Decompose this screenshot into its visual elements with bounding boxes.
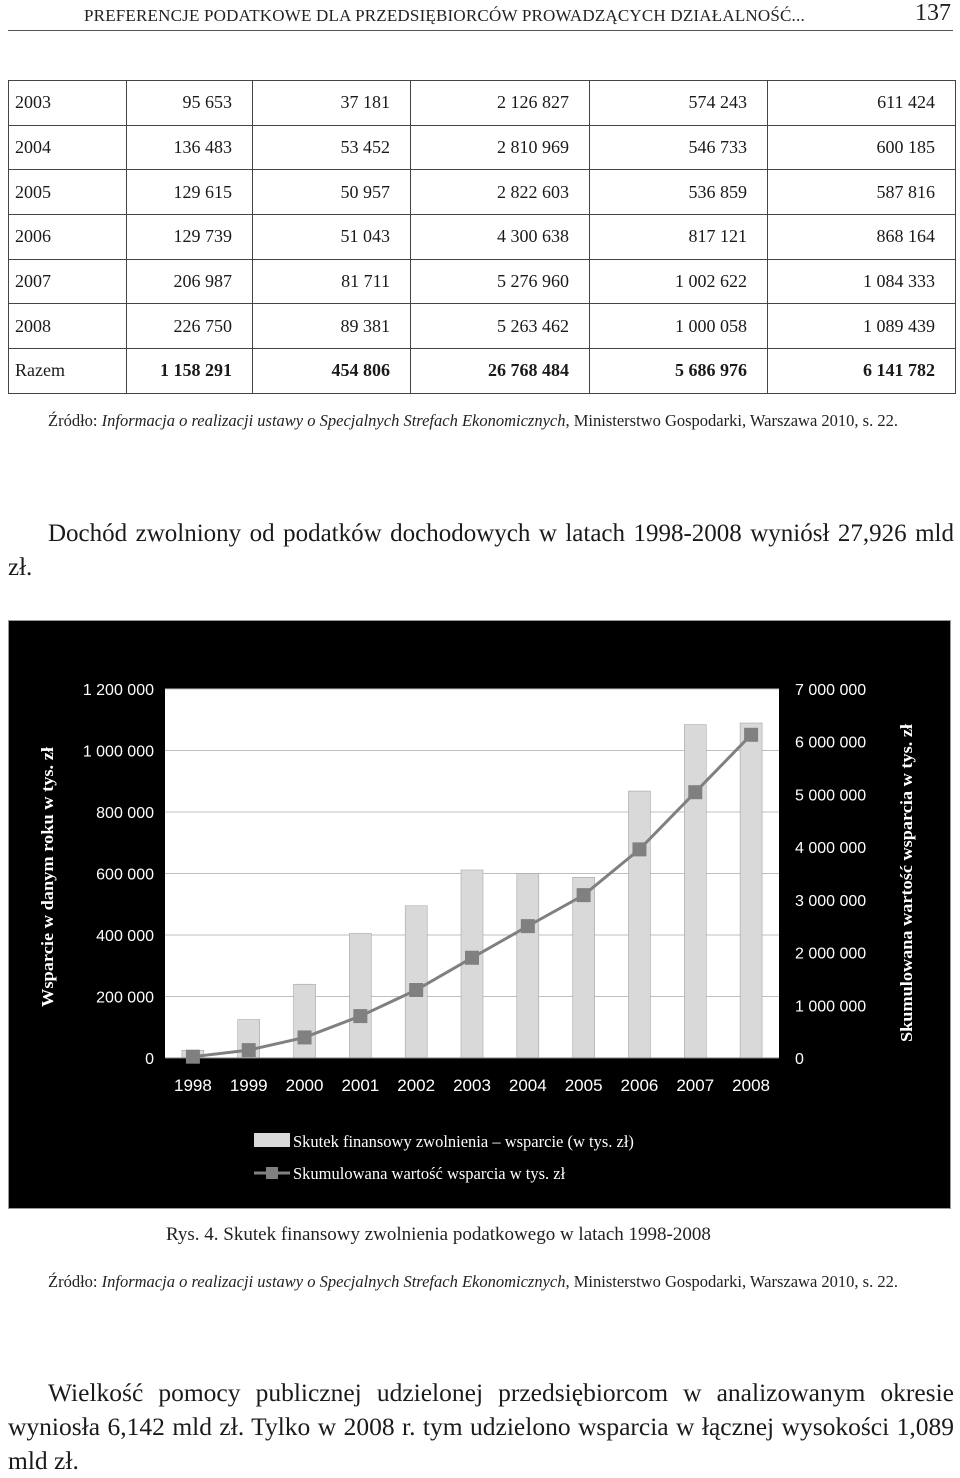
value-cell: 129 615 — [127, 170, 253, 215]
y-left-tick-label: 200 000 — [96, 989, 154, 1007]
y-right-tick-label: 0 — [795, 1051, 804, 1068]
bar — [294, 984, 316, 1058]
legend-marker-sample — [266, 1167, 278, 1179]
value-cell: 1 002 622 — [590, 259, 768, 304]
line-marker — [242, 1043, 256, 1057]
y-right-tick-label: 5 000 000 — [795, 787, 867, 805]
value-cell: 206 987 — [127, 259, 253, 304]
value-cell: 81 711 — [253, 259, 411, 304]
chart-svg — [9, 621, 950, 1208]
value-cell: 536 859 — [590, 170, 768, 215]
year-cell: 2005 — [9, 170, 127, 215]
line-marker — [688, 785, 702, 799]
y-left-axis-title: Wsparcie w danym roku w tys. zł — [38, 766, 57, 1007]
y-left-tick-label: 0 — [145, 1051, 154, 1068]
chart-figure — [8, 620, 951, 1209]
y-right-tick-label: 6 000 000 — [795, 734, 867, 752]
value-cell: 817 121 — [590, 215, 768, 260]
value-cell: 868 164 — [768, 215, 956, 260]
value-cell: 51 043 — [253, 215, 411, 260]
value-cell: 95 653 — [127, 81, 253, 126]
y-right-tick-label: 1 000 000 — [795, 998, 867, 1016]
source-title: Informacja o realizacji ustawy o Specjalnych Strefach Ekonomicznych — [101, 1272, 566, 1291]
x-tick-label: 2005 — [564, 1076, 603, 1095]
running-header — [8, 0, 953, 31]
table-row — [9, 81, 956, 126]
source-prefix: Źródło: — [48, 1272, 102, 1291]
year-cell: 2006 — [9, 215, 127, 260]
line-marker — [409, 983, 423, 997]
x-tick-label: 2003 — [453, 1076, 491, 1095]
table-row — [9, 215, 956, 260]
paragraph-public-aid: Wielkość pomocy publicznej udzielonej przedsiębiorcom w analizowanym okresie wyniosła 6,142 mld zł. Tylko w 2008 r. tym udzielono wsparcia w łącznej wysokości 1,089 mld zł. — [8, 1378, 954, 1475]
value-cell: 37 181 — [253, 81, 411, 126]
value-cell: 587 816 — [768, 170, 956, 215]
value-cell: 5 263 462 — [411, 304, 590, 349]
year-cell: 2003 — [9, 81, 127, 126]
figure-caption: Rys. 4. Skutek finansowy zwolnienia podatkowego w latach 1998-2008 — [166, 1224, 711, 1245]
paragraph-income-exempt: Dochód zwolniony od podatków dochodowych w latach 1998-2008 wyniósł 27,926 mld zł. — [8, 520, 954, 581]
value-cell: 454 806 — [253, 349, 411, 394]
line-marker — [298, 1030, 312, 1044]
data-table — [8, 80, 956, 394]
source-note-1 — [8, 408, 954, 434]
y-right-tick-label: 2 000 000 — [795, 945, 867, 963]
value-cell: 1 089 439 — [768, 304, 956, 349]
x-tick-label: 2002 — [397, 1076, 436, 1095]
value-cell: 1 000 058 — [590, 304, 768, 349]
x-tick-label: 2000 — [285, 1076, 324, 1095]
y-left-tick-label: 400 000 — [96, 928, 154, 945]
table-row — [9, 170, 956, 215]
source-prefix: Źródło: — [48, 411, 102, 430]
line-marker — [465, 951, 479, 965]
x-tick-label: 1999 — [229, 1076, 268, 1095]
y-left-tick-label: 600 000 — [96, 866, 154, 884]
value-cell: 50 957 — [253, 170, 411, 215]
value-cell: 5 686 976 — [590, 349, 768, 394]
x-tick-label: 2007 — [676, 1076, 715, 1095]
year-cell: 2007 — [9, 259, 127, 304]
line-marker — [353, 1009, 367, 1023]
x-tick-label: 2004 — [508, 1076, 547, 1095]
y-right-tick-label: 7 000 000 — [795, 682, 867, 699]
value-cell: 2 810 969 — [411, 125, 590, 170]
table-total-row — [9, 349, 956, 394]
y-left-tick-label: 800 000 — [96, 805, 154, 822]
line-marker — [521, 919, 535, 933]
header-title: PREFERENCJE PODATKOWE DLA PRZEDSIĘBIORCÓW PROWADZĄCYCH DZIAŁALNOŚĆ... — [84, 6, 805, 25]
value-cell: 600 185 — [768, 125, 956, 170]
bar — [740, 723, 762, 1058]
bar — [517, 873, 539, 1058]
value-cell: 5 276 960 — [411, 259, 590, 304]
legend-swatch-bars — [254, 1133, 290, 1147]
bar — [573, 877, 595, 1058]
value-cell: 136 483 — [127, 125, 253, 170]
line-marker — [744, 728, 758, 742]
page-number: 137 — [915, 0, 951, 26]
bar — [628, 791, 650, 1058]
value-cell: 6 141 782 — [768, 349, 956, 394]
value-cell: 226 750 — [127, 304, 253, 349]
x-tick-label: 2006 — [620, 1076, 659, 1095]
bar — [684, 725, 706, 1058]
value-cell: 574 243 — [590, 81, 768, 126]
value-cell: 4 300 638 — [411, 215, 590, 260]
year-cell: Razem — [9, 349, 127, 394]
source-title: Informacja o realizacji ustawy o Specjalnych Strefach Ekonomicznych — [101, 411, 566, 430]
line-marker — [577, 888, 591, 902]
bar — [405, 906, 427, 1058]
table-row — [9, 304, 956, 349]
line-marker — [632, 842, 646, 856]
table-row — [9, 259, 956, 304]
year-cell: 2008 — [9, 304, 127, 349]
x-tick-label: 2008 — [732, 1076, 771, 1095]
line-marker — [186, 1050, 200, 1064]
source-suffix: , Ministerstwo Gospodarki, Warszawa 2010, s. 22. — [565, 411, 898, 430]
y-right-tick-label: 3 000 000 — [795, 892, 867, 910]
table-row — [9, 125, 956, 170]
bar — [349, 933, 371, 1058]
value-cell: 2 822 603 — [411, 170, 590, 215]
y-right-tick-label: 4 000 000 — [795, 840, 867, 858]
y-right-axis-title: Skumulowana wartość wsparcia w tys. zł — [897, 745, 916, 1042]
year-cell: 2004 — [9, 125, 127, 170]
value-cell: 1 084 333 — [768, 259, 956, 304]
value-cell: 26 768 484 — [411, 349, 590, 394]
source-suffix: , Ministerstwo Gospodarki, Warszawa 2010, s. 22. — [565, 1272, 898, 1291]
y-left-tick-label: 1 200 000 — [82, 682, 154, 699]
value-cell: 611 424 — [768, 81, 956, 126]
legend-label-line: Skumulowana wartość wsparcia w tys. zł — [293, 1164, 566, 1183]
source-note-2 — [8, 1269, 954, 1295]
value-cell: 129 739 — [127, 215, 253, 260]
legend-label-bars: Skutek finansowy zwolnienia – wsparcie (w tys. zł) — [293, 1132, 634, 1151]
value-cell: 1 158 291 — [127, 349, 253, 394]
y-left-tick-label: 1 000 000 — [82, 743, 154, 761]
x-tick-label: 2001 — [341, 1076, 380, 1095]
value-cell: 546 733 — [590, 125, 768, 170]
value-cell: 53 452 — [253, 125, 411, 170]
x-tick-label: 1998 — [173, 1076, 212, 1095]
value-cell: 89 381 — [253, 304, 411, 349]
value-cell: 2 126 827 — [411, 81, 590, 126]
